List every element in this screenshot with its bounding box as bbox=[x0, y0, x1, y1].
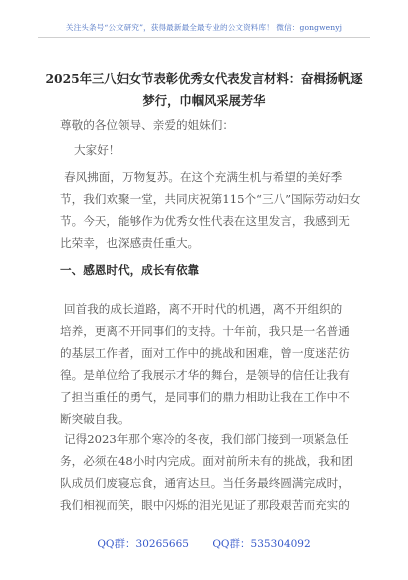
document-title bbox=[40, 68, 368, 112]
paragraph-line: 队成员们废寝忘食，通宵达旦。当任务最终圆满完成时， bbox=[60, 476, 350, 490]
header-divider bbox=[38, 37, 370, 38]
paragraph-line: 了担当重任的勇气，是同事们的鼎力相助让我在工作中不 bbox=[60, 390, 350, 404]
paragraph-2 bbox=[60, 298, 350, 430]
footer-contact bbox=[0, 536, 408, 551]
paragraph-line: 回首我的成长道路，离不开时代的机遇，离不开组织的 bbox=[64, 302, 343, 316]
paragraph-3 bbox=[60, 428, 354, 516]
paragraph-line: 培养，更离不开同事们的支持。十年前，我只是一名普通 bbox=[60, 324, 350, 338]
paragraph-line: 徨。是单位给了我展示才华的舞台，是领导的信任让我有 bbox=[60, 368, 350, 382]
paragraph-line: 务，必须在48小时内完成。面对前所未有的挑战，我和团 bbox=[60, 454, 354, 468]
paragraph-line: 记得2023年那个寒冷的冬夜，我们部门接到一项紧急任 bbox=[64, 432, 349, 446]
paragraph-line: 节，我们欢聚一堂，共同庆祝第115个“三八”国际劳动妇女 bbox=[60, 192, 361, 206]
paragraph-1 bbox=[60, 166, 361, 254]
qq-group-2: QQ群：535304092 bbox=[212, 538, 311, 550]
paragraph-line: 的基层工作者，面对工作中的挑战和困难，曾一度迷茫彷 bbox=[60, 346, 350, 360]
salutation: 尊敬的各位领导、亲爱的姐妹们： bbox=[60, 118, 234, 132]
paragraph-line: 比荣幸，也深感责任重大。 bbox=[60, 236, 200, 250]
header-note: 关注头条号“公文研究”，获得最新最全最专业的公文资料库！ 微信：gongwenyj bbox=[65, 23, 343, 32]
title-line-2: 梦行，巾帼风采展芳华 bbox=[142, 93, 266, 108]
title-line-1: 2025年三八妇女节表彰优秀女代表发言材料：奋楫扬帆逐 bbox=[45, 71, 363, 86]
greeting: 大家好！ bbox=[74, 143, 121, 157]
paragraph-line: 春风拂面，万物复苏。在这个充满生机与希望的美好季 bbox=[64, 170, 343, 184]
qq-group-1: QQ群：30265665 bbox=[97, 538, 189, 550]
paragraph-line: 节。今天，能够作为优秀女性代表在这里发言，我感到无 bbox=[60, 214, 350, 228]
section-heading: 一、感恩时代，成长有依靠 bbox=[60, 263, 200, 277]
paragraph-line: 断突破自我。 bbox=[60, 412, 130, 426]
paragraph-line: 我们相视而笑，眼中闪烁的泪光见证了那段艰苦而充实的 bbox=[60, 498, 350, 512]
